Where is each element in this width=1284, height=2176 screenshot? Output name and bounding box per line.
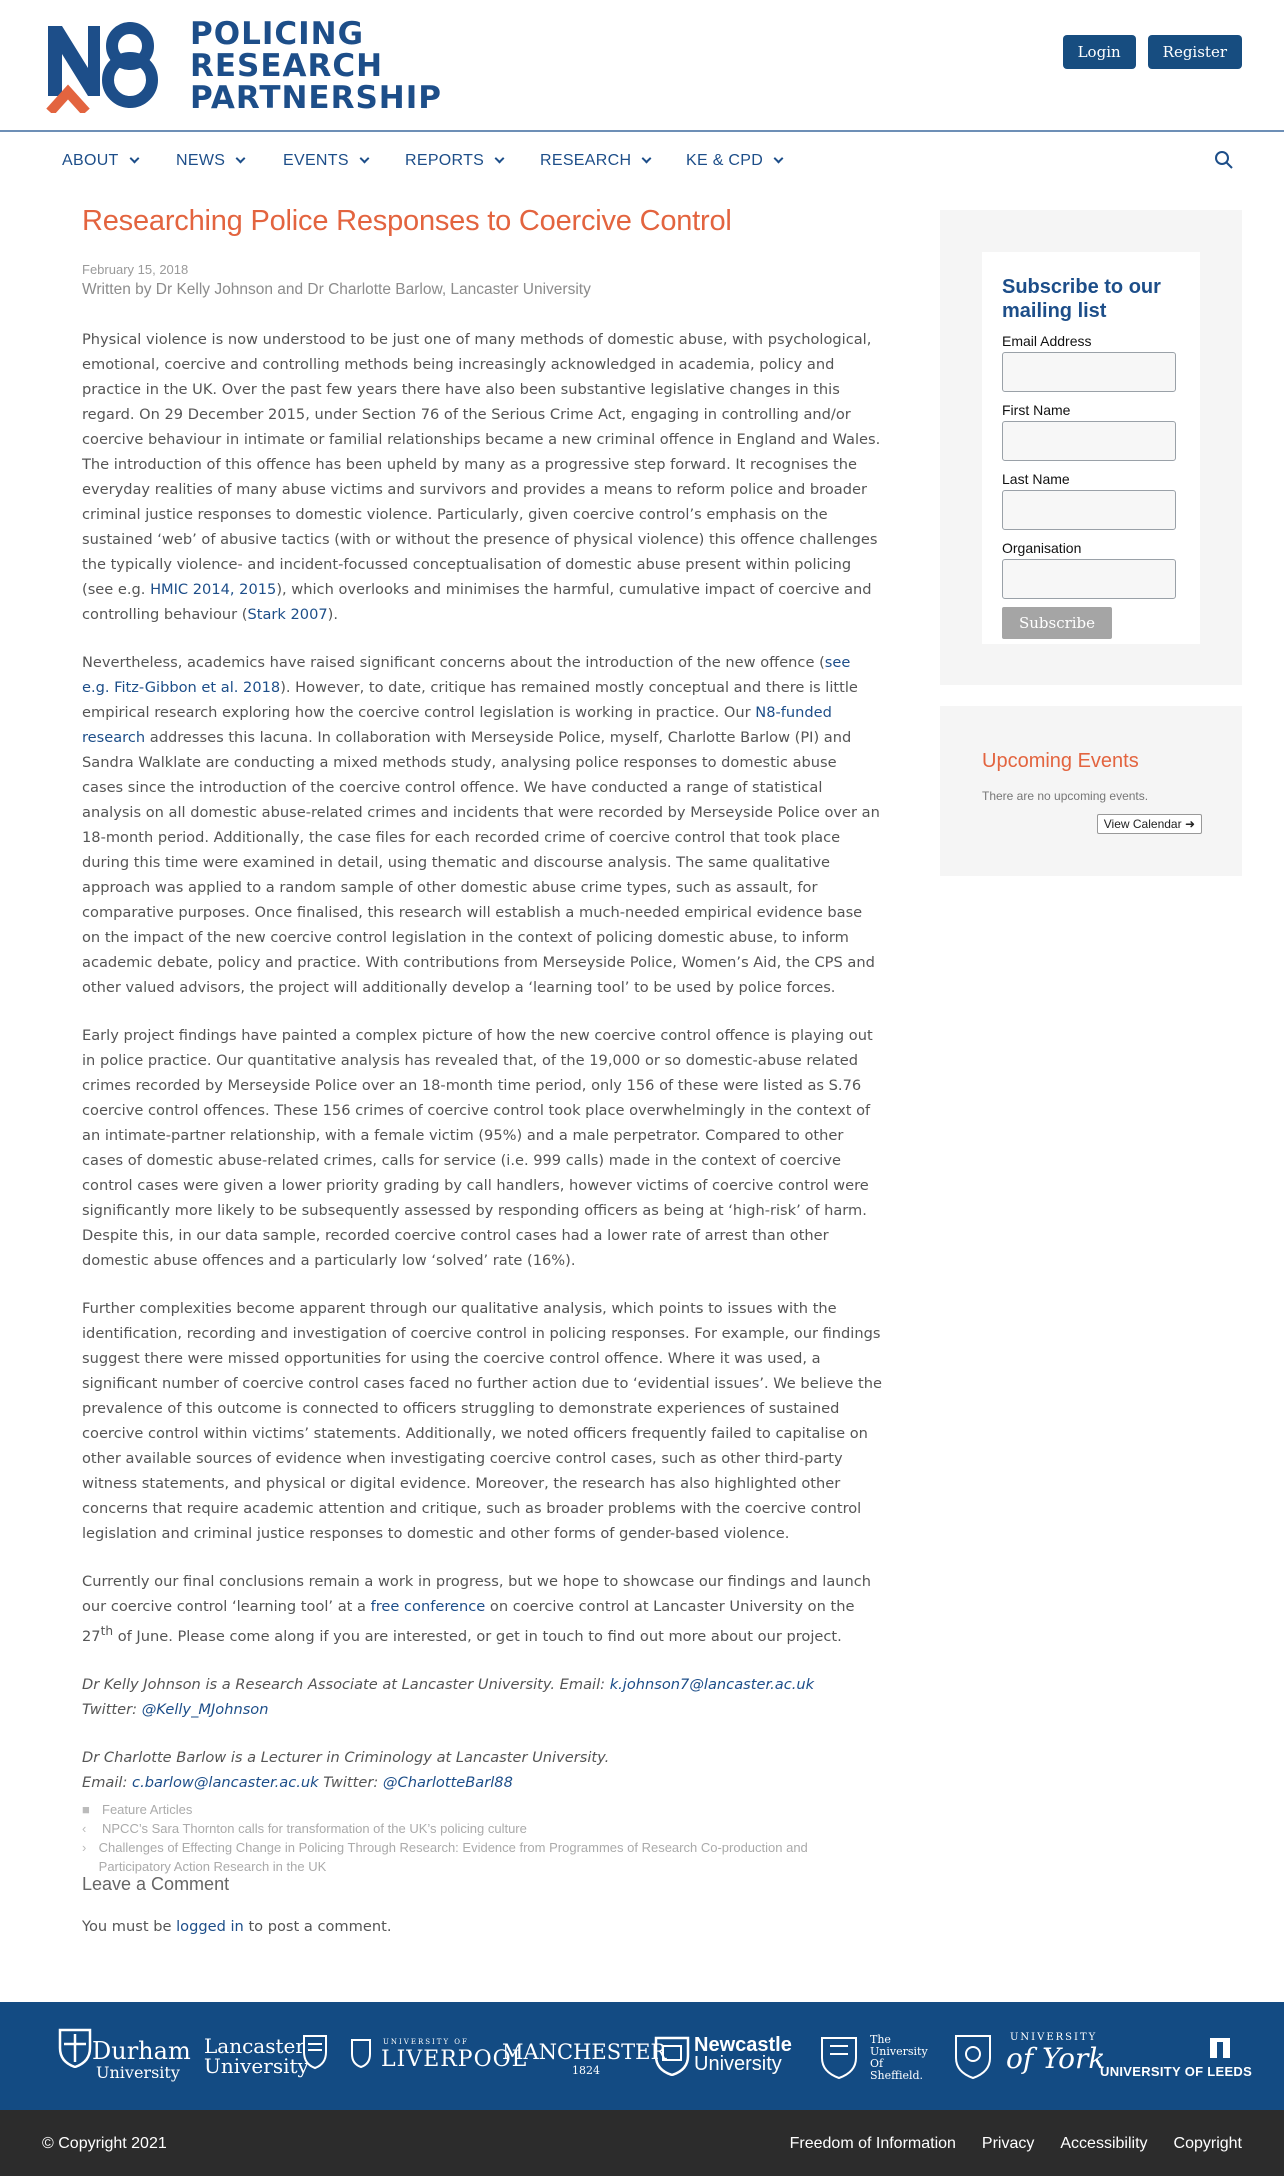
logo-text: University [204, 2054, 309, 2078]
author-bio-johnson [82, 1672, 882, 1722]
bio-text: Dr Charlotte Barlow is a Lecturer in Criminology at Lancaster University. [82, 1748, 610, 1766]
twitter-link-barlow[interactable]: @CharlotteBarl88 [382, 1773, 513, 1791]
footer-link-copyright[interactable]: Copyright [1173, 2135, 1242, 2152]
folder-icon: ■ [82, 1801, 90, 1817]
sheffield-logo[interactable] [870, 2034, 928, 2082]
comments-login-note [82, 1918, 391, 1935]
nav-reports[interactable] [405, 152, 503, 170]
logo-text: Of [870, 2057, 884, 2070]
logo-text: Durham [92, 2037, 191, 2065]
button-label: View Calendar [1103, 817, 1182, 831]
link-stark[interactable]: Stark 2007 [247, 606, 328, 623]
register-button[interactable]: Register [1148, 35, 1242, 69]
first-name-label: First Name [1002, 402, 1071, 418]
york-logo-small: UNIVERSITY [1010, 2032, 1098, 2043]
nav-ke-cpd[interactable] [686, 152, 782, 170]
byline: Written by Dr Kelly Johnson and Dr Charlotte Barlow, Lancaster University [82, 281, 591, 298]
chevron-left-icon: ‹ [82, 1820, 87, 1836]
nav-news[interactable] [176, 152, 244, 170]
manchester-year: 1824 [572, 2064, 600, 2077]
nav-events[interactable] [283, 152, 368, 170]
nav-label: NEWS [176, 152, 226, 169]
page-title: Researching Police Responses to Coercive Control [82, 205, 732, 237]
article-paragraph [82, 650, 882, 1000]
bio-text: Dr Kelly Johnson is a Research Associate at Lancaster University. Email: [82, 1675, 610, 1693]
logo-text: Newcastle [694, 2034, 792, 2056]
site-header [0, 0, 1284, 130]
sheffield-crest-icon [816, 2032, 862, 2080]
first-name-field[interactable] [1002, 421, 1176, 461]
nav-about[interactable] [62, 152, 138, 170]
email-label: Email Address [1002, 333, 1092, 349]
twitter-link-johnson[interactable]: @Kelly_MJohnson [141, 1700, 269, 1718]
auth-buttons [1063, 35, 1242, 69]
paragraph-text: Physical violence is now understood to be just one of many methods of domestic abuse, with psychological, emotional, coercive and controlling methods being increasingly acknowledged in academia, policy and practice in the UK. Over the past few years there have also been substantive legislative changes in this regard. On 29 December 2015, under Section 76 of the Serious Crime Act, engaging in controlling and/or coercive behaviour in intimate or familial relationships became a new criminal offence in England and Wales. The introduction of this offence has been upheld by many as a progressive step forward. It recognises the everyday realities of many abuse victims and survivors and provides a means to reform police and broader criminal justice responses to domestic violence. Particularly, given coercive control’s emphasis on the sustained ‘web’ of abusive tactics (with or without the presence of physical violence) this offence challenges the typically violence- and incident-focussed conceptualisation of domestic abuse present within policing (see e.g. [82, 331, 881, 598]
logo-text: Lancaster [204, 2034, 305, 2058]
nav-label: KE & CPD [686, 152, 764, 169]
last-name-field[interactable] [1002, 490, 1176, 530]
paragraph-text: of June. Please come along if you are interested, or get in touch to find out more about our project. [113, 1627, 842, 1645]
nav-research[interactable] [540, 152, 650, 170]
chevron-down-icon [642, 154, 652, 164]
bio-text: Email: [82, 1773, 133, 1791]
subscribe-widget [940, 210, 1242, 685]
liverpool-crest-icon [350, 2038, 372, 2068]
newcastle-crest-icon [654, 2036, 690, 2076]
login-link[interactable]: logged in [176, 1918, 244, 1935]
subscribe-button[interactable]: Subscribe [1002, 607, 1112, 639]
paragraph-text: addresses this lacuna. In collaboration with Merseyside Police, myself, Charlotte Barlow (PI) and Sandra Walklate are conducting a mixed methods study, analysing police responses to domestic abuse cases since the introduction of the coercive control offence. We have conducted a range of statistical analysis on all domestic abuse-related crimes and incidents that were recorded by Merseyside Police over an 18-month period. Additionally, the case files for each recorded crime of coercive control that took place during this time were examined in detail, using thematic and discourse analysis. The same qualitative approach was applied to a random sample of other domestic abuse crime types, such as assault, for comparative purposes. Once finalised, this research will establish a much-needed empirical evidence base on the impact of the new coercive control legislation in the context of policing domestic abuse, to inform academic debate, policy and practice. With contributions from Merseyside Police, Women’s Aid, the CPS and other valued advisors, the project will additionally develop a ‘learning tool’ to be used by police forces. [82, 729, 880, 996]
chevron-down-icon [129, 154, 139, 164]
chevron-down-icon [774, 154, 784, 164]
note-text: to post a comment. [243, 1918, 392, 1935]
logo-line-3: PARTNERSHIP [190, 79, 443, 116]
bio-text: Twitter: [318, 1773, 383, 1791]
footer-links [790, 2135, 1242, 2153]
logo-text: The [870, 2033, 891, 2046]
organisation-field[interactable] [1002, 559, 1176, 599]
paragraph-text: ), which overlooks and minimises the harmful, cumulative impact of coercive and controlling behaviour ( [82, 581, 872, 623]
partner-logos-bar [0, 2002, 1284, 2110]
footer-link-privacy[interactable]: Privacy [981, 2135, 1035, 2152]
post-date: February 15, 2018 [82, 262, 189, 277]
next-post-row [82, 1838, 882, 1876]
view-calendar-button[interactable] [1097, 814, 1202, 834]
york-crest-icon [952, 2030, 994, 2080]
email-link-johnson[interactable]: k.johnson7@lancaster.ac.uk [609, 1675, 815, 1693]
lancaster-logo[interactable] [204, 2036, 309, 2076]
next-post-link[interactable]: Challenges of Effecting Change in Policing Through Research: Evidence from Programmes of Research Co-production and Participatory Action Research in the UK [98, 1839, 808, 1874]
logo-wordmark [190, 15, 443, 116]
footer-link-accessibility[interactable]: Accessibility [1060, 2135, 1148, 2152]
subscribe-title: Subscribe to our mailing list [1002, 276, 1161, 322]
chevron-down-icon [359, 154, 369, 164]
logo-text: Sheffield. [870, 2069, 924, 2082]
logo-text: University [870, 2045, 928, 2058]
events-empty-text: There are no upcoming events. [982, 789, 1149, 803]
search-icon[interactable] [1214, 150, 1234, 170]
ordinal-suffix: th [100, 1624, 114, 1638]
prev-post-link[interactable]: NPCC’s Sara Thornton calls for transformation of the UK’s policing culture [102, 1820, 527, 1836]
nav-label: ABOUT [62, 152, 119, 169]
liverpool-logo[interactable]: LIVERPOOL [381, 2047, 528, 2072]
article-paragraph: Early project findings have painted a complex picture of how the new coercive control offence is playing out in police practice. Our quantitative analysis has revealed that, of the 19,000 or so domestic-abuse related crimes recorded by Merseyside Police over an 18-month time period, only 156 of these were listed as S.76 coercive control offences. These 156 crimes of coercive control took place overwhelmingly in the context of an intimate-partner relationship, with a female victim (95%) and a male perpetrator. Compared to other cases of domestic abuse-related crimes, calls for service (i.e. 999 calls) made in the context of coercive control cases were given a lower priority grading by call handlers, however victims of coercive control were significantly more likely to be subsequently assessed by responding officers as being at ‘high-risk’ of harm. Despite this, in our data sample, recorded coercive control cases had a lower rate of arrest than other domestic abuse offences and a particularly low ‘solved’ rate (16%). [82, 1027, 873, 1269]
link-free-conference[interactable]: free conference [370, 1598, 486, 1615]
link-fitz-gibbon[interactable]: see e.g. Fitz-Gibbon et al. 2018 [82, 654, 851, 696]
events-widget [940, 706, 1242, 876]
link-n8-research[interactable]: N8-funded research [82, 704, 832, 746]
n8-logo-mark [46, 18, 160, 113]
main-nav [0, 132, 1284, 192]
comments-heading: Leave a Comment [82, 1874, 230, 1894]
chevron-down-icon [495, 154, 505, 164]
author-bio-barlow [82, 1745, 882, 1795]
newcastle-logo[interactable] [694, 2036, 792, 2074]
logo-text: University [96, 2063, 180, 2082]
nav-label: REPORTS [405, 152, 485, 169]
lancaster-crest-icon [302, 2034, 328, 2070]
events-title: Upcoming Events [982, 750, 1139, 772]
chevron-right-icon: › [82, 1839, 87, 1855]
liverpool-logo-small: UNIVERSITY OF [383, 2038, 469, 2046]
arrow-right-icon: ➜ [1184, 817, 1195, 831]
footer-link-foi[interactable]: Freedom of Information [789, 2135, 956, 2152]
category-link[interactable]: Feature Articles [102, 1801, 193, 1817]
last-name-label: Last Name [1002, 471, 1070, 487]
paragraph-text: Currently our final conclusions remain a work in progress, but we hope to showcase our findings and launch our coercive control ‘learning tool’ at a [82, 1573, 872, 1615]
nav-label: RESEARCH [540, 152, 632, 169]
article-paragraph [82, 327, 882, 627]
note-text: You must be [82, 1918, 177, 1935]
paragraph-text: Nevertheless, academics have raised significant concerns about the introduction of the new offence ( [82, 654, 825, 671]
leeds-tower-icon [1208, 2036, 1232, 2058]
logo-line-2: RESEARCH [190, 47, 384, 84]
logo-text: University [694, 2053, 782, 2075]
category-row [82, 1800, 882, 1819]
chevron-down-icon [236, 154, 246, 164]
nav-label: EVENTS [283, 152, 349, 169]
bio-text: Twitter: [82, 1700, 142, 1718]
site-logo[interactable] [46, 15, 443, 116]
durham-logo[interactable] [92, 2037, 191, 2084]
login-button[interactable]: Login [1063, 35, 1136, 69]
paragraph-text: on coercive control at Lancaster University on the 27 [82, 1598, 855, 1645]
manchester-logo[interactable]: MANCHESTER [502, 2040, 667, 2064]
logo-line-1: POLICING [190, 15, 365, 52]
durham-crest-icon [58, 2028, 92, 2068]
post-meta [82, 1800, 882, 1876]
york-logo[interactable]: of York [1006, 2042, 1106, 2075]
paragraph-text: ). However, to date, critique has remained mostly conceptual and there is little empirical research exploring how the coercive control legislation is working in practice. Our [82, 679, 858, 721]
article-paragraph [82, 1569, 882, 1649]
site-footer [0, 2110, 1284, 2176]
leeds-logo[interactable]: UNIVERSITY OF LEEDS [1100, 2064, 1253, 2079]
paragraph-text: ). [327, 606, 338, 623]
organisation-label: Organisation [1002, 540, 1082, 556]
email-link-barlow[interactable]: c.barlow@lancaster.ac.uk [132, 1773, 319, 1791]
subscribe-form [982, 252, 1200, 644]
prev-post-row [82, 1819, 882, 1838]
link-hmic[interactable]: HMIC 2014, 2015 [150, 581, 277, 598]
article [82, 205, 882, 1876]
copyright-text: © Copyright 2021 [42, 2135, 167, 2152]
article-paragraph: Further complexities become apparent through our qualitative analysis, which points to issues with the identification, recording and investigation of coercive control in policing responses. For example, our findings suggest there were missed opportunities for using the coercive control offence. Where it was used, a significant number of coercive control cases faced no further action due to ‘evidential issues’. We believe the prevalence of this outcome is connected to officers struggling to demonstrate experiences of sustained coercive control within victims’ statements. Additionally, we noted officers frequently failed to capitalise on other available sources of evidence when investigating coercive control cases, such as other third-party witness statements, and physical or digital evidence. Moreover, the research has also highlighted other concerns that require academic attention and critique, such as broader problems with the coercive control legislation and criminal justice responses to domestic and other forms of gender-based violence. [82, 1300, 882, 1542]
email-field[interactable] [1002, 352, 1176, 392]
